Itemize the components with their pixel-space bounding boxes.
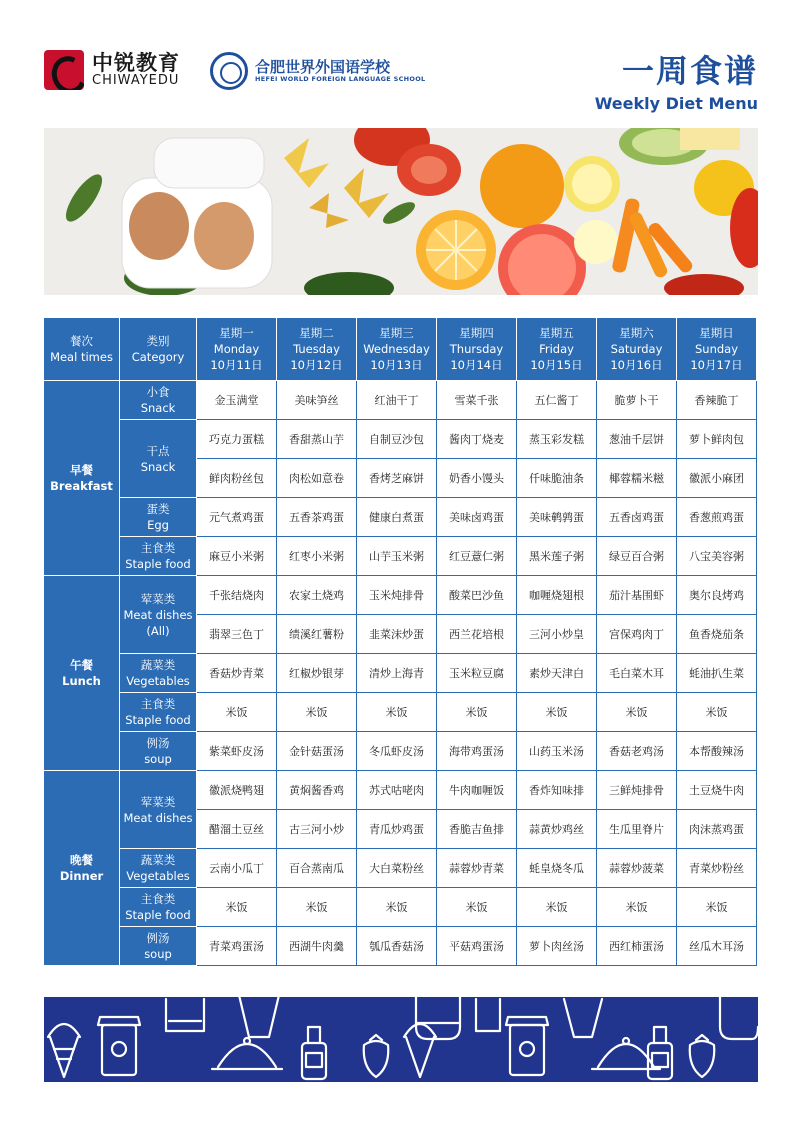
bottle-icon-2 — [648, 1027, 672, 1079]
dish-cell-sat: 葱油千层饼 — [597, 420, 677, 459]
dish-cell-thu: 香脆吉鱼排 — [437, 810, 517, 849]
brand1-name-en: CHIWAYEDU — [92, 73, 180, 89]
dish-cell-fri: 五仁酱丁 — [517, 381, 597, 420]
dish-cell-thu: 平菇鸡蛋汤 — [437, 927, 517, 966]
table-row — [44, 771, 757, 810]
table-row — [44, 498, 757, 537]
category-label — [120, 732, 197, 771]
dish-cell-tue: 农家土烧鸡 — [277, 576, 357, 615]
dish-cell-fri: 山药玉米汤 — [517, 732, 597, 771]
title-en: Weekly Diet Menu — [594, 94, 758, 113]
dish-cell-sun: 肉沫蒸鸡蛋 — [677, 810, 757, 849]
dish-cell-tue: 米饭 — [277, 693, 357, 732]
category-label — [120, 771, 197, 849]
table-row — [44, 888, 757, 927]
brand1-name-cn: 中锐教育 — [92, 51, 180, 76]
dish-cell-tue: 美味笋丝 — [277, 381, 357, 420]
day-header-thu: 星期四 Thursday 10月14日 — [437, 318, 517, 381]
dish-cell-mon: 青菜鸡蛋汤 — [197, 927, 277, 966]
ice-cream-icon-2 — [404, 1024, 436, 1077]
dish-cell-wed: 青瓜炒鸡蛋 — [357, 810, 437, 849]
dish-cell-sat: 五香卤鸡蛋 — [597, 498, 677, 537]
meal-label-breakfast — [44, 381, 120, 576]
dish-cell-fri: 米饭 — [517, 888, 597, 927]
dish-cell-sat: 西红柿蛋汤 — [597, 927, 677, 966]
dish-cell-tue: 黄焖酱香鸡 — [277, 771, 357, 810]
dish-cell-fri: 咖喱烧翅根 — [517, 576, 597, 615]
day-header-sat: 星期六 Saturday 10月16日 — [597, 318, 677, 381]
table-header-row — [44, 318, 757, 381]
dish-cell-mon: 巧克力蛋糕 — [197, 420, 277, 459]
dish-cell-fri: 美味鹌鹑蛋 — [517, 498, 597, 537]
meal-name-cn: 晚餐 — [70, 853, 93, 867]
school-seal-icon — [210, 52, 248, 90]
dish-cell-sun: 香辣脆丁 — [677, 381, 757, 420]
dish-cell-mon: 元气煮鸡蛋 — [197, 498, 277, 537]
category-name-en: Staple food — [125, 557, 191, 571]
category-name-cn: 蔬菜类 — [140, 853, 176, 867]
food-banner-art — [44, 128, 758, 295]
table-row — [44, 732, 757, 771]
day-header-wed: 星期三 Wednesday 10月13日 — [357, 318, 437, 381]
meal-name-en: Dinner — [59, 869, 104, 883]
table-row — [44, 654, 757, 693]
dish-cell-sun: 徽派小麻团 — [677, 459, 757, 498]
dish-cell-thu: 玉米粒豆腐 — [437, 654, 517, 693]
dish-cell-fri: 香炸知味排 — [517, 771, 597, 810]
meal-name-en: Lunch — [62, 674, 101, 688]
meal-label-lunch — [44, 576, 120, 771]
category-name-cn: 干点 — [146, 443, 170, 458]
dish-cell-thu: 牛肉咖喱饭 — [437, 771, 517, 810]
dish-cell-mon: 金玉满堂 — [197, 381, 277, 420]
category-name-en: soup — [144, 752, 172, 766]
dish-cell-sat: 毛白菜木耳 — [597, 654, 677, 693]
category-label — [120, 381, 197, 420]
dish-cell-fri: 仟味脆油条 — [517, 459, 597, 498]
table-row — [44, 693, 757, 732]
dish-cell-fri: 素炒天津白 — [517, 654, 597, 693]
category-name-cn: 荤菜类 — [140, 591, 176, 606]
category-name-en: Snack — [140, 401, 176, 415]
dish-cell-sun: 奥尔良烤鸡 — [677, 576, 757, 615]
category-name-en: Vegetables — [126, 869, 190, 883]
category-label — [120, 654, 197, 693]
dish-cell-thu: 海带鸡蛋汤 — [437, 732, 517, 771]
dish-cell-wed: 山芋玉米粥 — [357, 537, 437, 576]
dish-cell-fri: 蒜黄炒鸡丝 — [517, 810, 597, 849]
dish-cell-tue: 香甜蒸山芋 — [277, 420, 357, 459]
category-name-en: Staple food — [125, 713, 191, 727]
dish-cell-wed: 大白菜粉丝 — [357, 849, 437, 888]
dish-cell-wed: 米饭 — [357, 693, 437, 732]
dish-cell-mon: 米饭 — [197, 888, 277, 927]
dish-cell-sun: 鱼香烧茄条 — [677, 615, 757, 654]
school-name-en: HEFEI WORLD FOREIGN LANGUAGE SCHOOL — [255, 74, 426, 83]
dish-cell-sat: 绿豆百合粥 — [597, 537, 677, 576]
dish-cell-sun: 香葱煎鸡蛋 — [677, 498, 757, 537]
category-name-en: Egg — [147, 518, 169, 532]
category-label — [120, 576, 197, 654]
dish-cell-wed: 红油干丁 — [357, 381, 437, 420]
dish-cell-sun: 丝瓜木耳汤 — [677, 927, 757, 966]
day-header-sun: 星期日 Sunday 10月17日 — [677, 318, 757, 381]
category-name-note: (All) — [146, 623, 170, 638]
dish-cell-thu: 米饭 — [437, 693, 517, 732]
dish-cell-sat: 茄汁基围虾 — [597, 576, 677, 615]
dish-cell-mon: 香菇炒青菜 — [197, 654, 277, 693]
dish-cell-sun: 米饭 — [677, 693, 757, 732]
category-name-cn: 蔬菜类 — [140, 658, 176, 672]
dish-cell-thu: 美味卤鸡蛋 — [437, 498, 517, 537]
dish-cell-sun: 土豆烧牛肉 — [677, 771, 757, 810]
dish-cell-tue: 红椒炒银芽 — [277, 654, 357, 693]
coffee-cup-icon — [98, 1017, 140, 1075]
table-row — [44, 381, 757, 420]
table-row — [44, 420, 757, 459]
strawberry-icon — [364, 1035, 389, 1077]
dish-cell-thu: 酱肉丁烧麦 — [437, 420, 517, 459]
dish-cell-sat: 米饭 — [597, 888, 677, 927]
dish-cell-fri: 蚝皇烧冬瓜 — [517, 849, 597, 888]
dish-cell-sun: 青菜炒粉丝 — [677, 849, 757, 888]
chiway-logo — [44, 50, 180, 90]
dish-cell-tue: 百合蒸南瓜 — [277, 849, 357, 888]
meal-name-cn: 午餐 — [70, 658, 93, 672]
dish-cell-wed: 苏式咕咾肉 — [357, 771, 437, 810]
dish-cell-mon: 云南小瓜丁 — [197, 849, 277, 888]
category-name-cn: 例汤 — [146, 736, 170, 750]
footer-pattern-band — [44, 997, 758, 1082]
dish-cell-wed: 健康白煮蛋 — [357, 498, 437, 537]
category-name-en: Snack — [140, 459, 176, 474]
meal-name-en: Breakfast — [50, 479, 113, 493]
dish-cell-thu: 蒜蓉炒青菜 — [437, 849, 517, 888]
category-label — [120, 849, 197, 888]
dish-cell-sun: 本帮酸辣汤 — [677, 732, 757, 771]
day-header-fri: 星期五 Friday 10月15日 — [517, 318, 597, 381]
school-name-cn: 合肥世界外国语学校 — [255, 57, 391, 76]
dish-cell-sat: 脆萝卜干 — [597, 381, 677, 420]
category-name-cn: 主食类 — [140, 541, 176, 555]
dish-cell-thu: 奶香小馒头 — [437, 459, 517, 498]
dish-cell-wed: 清炒上海青 — [357, 654, 437, 693]
dish-cell-tue: 古三河小炒 — [277, 810, 357, 849]
mitten-icon-2 — [720, 997, 758, 1039]
coffee-cup-icon-2 — [506, 1017, 548, 1075]
category-name-cn: 蛋类 — [146, 502, 170, 516]
page-header — [44, 40, 758, 120]
meal-name-cn: 早餐 — [70, 463, 93, 477]
dish-cell-mon: 麻豆小米粥 — [197, 537, 277, 576]
day-header-mon: 星期一 Monday 10月11日 — [197, 318, 277, 381]
dish-cell-mon: 紫菜虾皮汤 — [197, 732, 277, 771]
chef-hat-icon — [166, 997, 279, 1037]
meal-times-header: 餐次 Meal times — [44, 318, 120, 381]
dish-cell-wed: 冬瓜虾皮汤 — [357, 732, 437, 771]
dish-cell-sun: 米饭 — [677, 888, 757, 927]
dish-cell-wed: 瓠瓜香菇汤 — [357, 927, 437, 966]
category-name-cn: 荤菜类 — [140, 794, 176, 809]
dish-cell-sat: 米饭 — [597, 693, 677, 732]
menu-body — [44, 381, 757, 966]
category-name-cn: 小食 — [146, 385, 170, 399]
dish-cell-tue: 肉松如意卷 — [277, 459, 357, 498]
category-name-en: Meat dishes — [123, 810, 193, 825]
category-name-en: soup — [144, 947, 172, 961]
dish-cell-thu: 红豆薏仁粥 — [437, 537, 517, 576]
category-label — [120, 693, 197, 732]
footer-pattern — [44, 997, 758, 1082]
dish-cell-wed: 玉米炖排骨 — [357, 576, 437, 615]
strawberry-icon-2 — [690, 1035, 715, 1077]
dish-cell-fri: 萝卜肉丝汤 — [517, 927, 597, 966]
category-name-en: Staple food — [125, 908, 191, 922]
dish-cell-tue: 红枣小米粥 — [277, 537, 357, 576]
dish-cell-wed: 自制豆沙包 — [357, 420, 437, 459]
dish-cell-mon: 徽派烧鸭翅 — [197, 771, 277, 810]
dish-cell-sat: 香菇老鸡汤 — [597, 732, 677, 771]
dish-cell-sat: 蒜蓉炒菠菜 — [597, 849, 677, 888]
dish-cell-fri: 蒸玉彩发糕 — [517, 420, 597, 459]
meal-label-dinner — [44, 771, 120, 966]
dish-cell-mon: 米饭 — [197, 693, 277, 732]
dish-cell-wed: 香烤芝麻饼 — [357, 459, 437, 498]
dish-cell-fri: 三河小炒皇 — [517, 615, 597, 654]
title-cn: 一周食谱 — [621, 52, 758, 90]
dish-cell-sat: 宫保鸡肉丁 — [597, 615, 677, 654]
mitten-icon — [416, 997, 460, 1039]
category-label — [120, 537, 197, 576]
dish-cell-mon: 千张结烧肉 — [197, 576, 277, 615]
dish-cell-tue: 绩溪红薯粉 — [277, 615, 357, 654]
table-row — [44, 576, 757, 615]
dish-cell-tue: 西湖牛肉羹 — [277, 927, 357, 966]
dish-cell-tue: 五香茶鸡蛋 — [277, 498, 357, 537]
dish-cell-thu: 米饭 — [437, 888, 517, 927]
food-banner — [44, 128, 758, 295]
chiway-logo-mark-icon — [44, 50, 84, 90]
dish-cell-tue: 米饭 — [277, 888, 357, 927]
dish-cell-fri: 米饭 — [517, 693, 597, 732]
dish-cell-thu: 西兰花培根 — [437, 615, 517, 654]
ice-cream-icon — [48, 1024, 80, 1077]
dish-cell-mon: 翡翠三色丁 — [197, 615, 277, 654]
category-label — [120, 420, 197, 498]
school-logo — [210, 52, 426, 90]
dish-cell-wed: 韭菜沫炒蛋 — [357, 615, 437, 654]
table-row — [44, 849, 757, 888]
category-name-en: Vegetables — [126, 674, 190, 688]
dish-cell-thu: 酸菜巴沙鱼 — [437, 576, 517, 615]
cloche-icon — [212, 1038, 282, 1069]
category-label — [120, 927, 197, 966]
dish-cell-mon: 醋溜土豆丝 — [197, 810, 277, 849]
table-row — [44, 927, 757, 966]
page-title — [595, 46, 758, 113]
dish-cell-fri: 黑米莲子粥 — [517, 537, 597, 576]
dish-cell-sat: 椰蓉糯米糍 — [597, 459, 677, 498]
weekly-menu-table — [43, 317, 757, 966]
dish-cell-mon: 鲜肉粉丝包 — [197, 459, 277, 498]
category-name-cn: 主食类 — [140, 892, 176, 906]
category-name-cn: 主食类 — [140, 697, 176, 711]
category-name-en: Meat dishes — [123, 607, 193, 622]
dish-cell-sat: 三鲜炖排骨 — [597, 771, 677, 810]
dish-cell-sun: 萝卜鲜肉包 — [677, 420, 757, 459]
dish-cell-tue: 金针菇蛋汤 — [277, 732, 357, 771]
table-row — [44, 537, 757, 576]
dish-cell-thu: 雪菜千张 — [437, 381, 517, 420]
category-label — [120, 888, 197, 927]
dish-cell-sat: 生瓜里脊片 — [597, 810, 677, 849]
category-label — [120, 498, 197, 537]
category-name-cn: 例汤 — [146, 931, 170, 945]
dish-cell-sun: 蚝油扒生菜 — [677, 654, 757, 693]
dish-cell-sun: 八宝美容粥 — [677, 537, 757, 576]
category-header: 类别 Category — [120, 318, 197, 381]
dish-cell-wed: 米饭 — [357, 888, 437, 927]
day-header-tue: 星期二 Tuesday 10月12日 — [277, 318, 357, 381]
bottle-icon — [302, 1027, 326, 1079]
